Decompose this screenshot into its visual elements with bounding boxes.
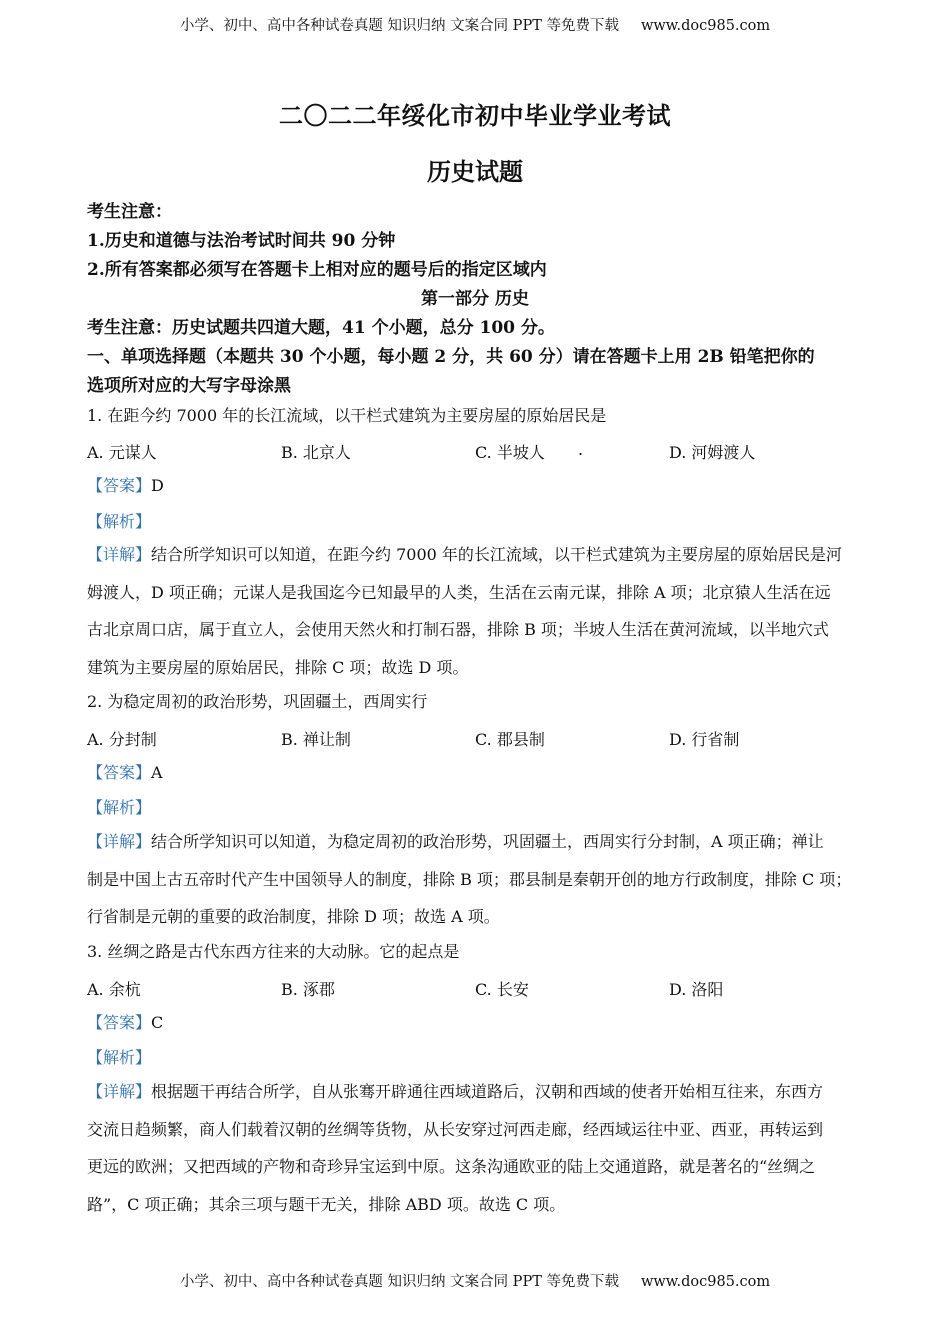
part-title: 第一部分 历史 — [421, 289, 529, 309]
question-1-analysis-label — [87, 511, 867, 533]
question-1-option-c: C. 半坡人 — [475, 443, 545, 462]
question-2-answer — [87, 762, 867, 784]
detail-label: 【详解】 — [87, 832, 152, 851]
question-3-option-b: B. 涿郡 — [281, 980, 335, 999]
detail-line: 更远的欧洲；又把西域的产物和奇珍异宝运到中原。这条沟通欧亚的陆上交通道路，就是著名的“丝绸之 — [87, 1157, 816, 1176]
question-2-detail — [87, 823, 865, 936]
analysis-label: 【解析】 — [87, 798, 152, 817]
header-text: 小学、初中、高中各种试卷真题 知识归纳 文案合同 PPT 等免费下载 — [179, 18, 619, 34]
analysis-label: 【解析】 — [87, 512, 152, 531]
question-3-answer — [87, 1012, 867, 1034]
section-instruction-line-1: 一、单项选择题（本题共 30 个小题，每小题 2 分，共 60 分）请在答题卡上用 2B 铅笔把你的 — [87, 347, 815, 367]
question-3-option-d: D. 洛阳 — [669, 980, 724, 999]
question-1-option-d: D. 河姆渡人 — [669, 443, 756, 462]
answer-label: 【答案】 — [87, 1013, 152, 1032]
notice-item-2: 2.所有答案都必须写在答题卡上相对应的题号后的指定区域内 — [87, 260, 547, 280]
notice-heading: 考生注意： — [87, 202, 172, 222]
answer-value: D — [151, 476, 164, 495]
question-1-detail — [87, 536, 865, 686]
question-2-option-c: C. 郡县制 — [475, 730, 545, 749]
question-3-option-c: C. 长安 — [475, 980, 529, 999]
detail-line: 制是中国上古五帝时代产生中国领导人的制度，排除 B 项；郡县制是秦朝开创的地方行政制度，排除 C 项； — [87, 869, 852, 889]
question-1-answer — [87, 475, 867, 497]
analysis-label: 【解析】 — [87, 1048, 152, 1067]
question-2-stem: 2. 为稳定周初的政治形势，巩固疆土，西周实行 — [87, 692, 428, 711]
question-3-analysis-label — [87, 1047, 867, 1069]
question-2-analysis-label — [87, 797, 867, 819]
detail-label: 【详解】 — [87, 1082, 152, 1101]
exam-title: 二〇二二年绥化市初中毕业学业考试 — [279, 101, 671, 130]
detail-line: 【详解】结合所学知识可以知道，为稳定周初的政治形势，巩固疆土，西周实行分封制，A 项正确；禅让 — [87, 832, 824, 851]
section-instruction-line-2: 选项所对应的大写字母涂黑 — [87, 376, 291, 396]
answer-value: A — [151, 763, 163, 782]
question-2-option-d: D. 行省制 — [669, 730, 740, 749]
answer-label: 【答案】 — [87, 763, 152, 782]
question-2-option-a: A. 分封制 — [87, 730, 157, 749]
question-1-stray-mark: . — [578, 440, 584, 459]
answer-value: C — [151, 1013, 164, 1032]
question-3-detail — [87, 1073, 865, 1223]
footer-url: www.doc985.com — [640, 1274, 771, 1290]
detail-line: 交流日趋频繁，商人们载着汉朝的丝绸等货物，从长安穿过河西走廊，经西域运往中亚、西亚，再转运到 — [87, 1119, 824, 1139]
question-1-option-b: B. 北京人 — [281, 443, 351, 462]
detail-line: 姆渡人，D 项正确；元谋人是我国迄今已知最早的人类，生活在云南元谋，排除 A 项；北京猿人生活在远 — [87, 582, 831, 602]
question-1-option-a: A. 元谋人 — [87, 443, 157, 462]
detail-line: 建筑为主要房屋的原始居民，排除 C 项；故选 D 项。 — [87, 657, 469, 677]
question-3-stem: 3. 丝绸之路是古代东西方往来的大动脉。它的起点是 — [87, 942, 460, 961]
header-url: www.doc985.com — [640, 18, 771, 34]
exam-subtitle: 历史试题 — [427, 157, 523, 186]
detail-line: 古北京周口店，属于直立人，会使用天然火和打制石器，排除 B 项；半坡人生活在黄河流域，以半地穴式 — [87, 620, 829, 639]
part-notice: 考生注意：历史试题共四道大题，41 个小题，总分 100 分。 — [87, 318, 555, 338]
detail-line: 行省制是元朝的重要的政治制度，排除 D 项；故选 A 项。 — [87, 907, 500, 926]
detail-line: 【详解】结合所学知识可以知道，在距今约 7000 年的长江流域，以干栏式建筑为主要房屋的原始居民是河 — [87, 545, 842, 564]
detail-line: 路”，C 项正确；其余三项与题干无关，排除 ABD 项。故选 C 项。 — [87, 1194, 566, 1214]
detail-line: 【详解】根据题干再结合所学，自从张骞开辟通往西域道路后，汉朝和西域的使者开始相互往来，东西方 — [87, 1082, 824, 1101]
page-header — [0, 14, 950, 35]
question-1-stem: 1. 在距今约 7000 年的长江流域，以干栏式建筑为主要房屋的原始居民是 — [87, 406, 607, 425]
question-3-option-a: A. 余杭 — [87, 980, 141, 999]
page-footer — [0, 1270, 950, 1291]
detail-label: 【详解】 — [87, 545, 152, 564]
answer-label: 【答案】 — [87, 476, 152, 495]
question-2-option-b: B. 禅让制 — [281, 730, 351, 749]
footer-text: 小学、初中、高中各种试卷真题 知识归纳 文案合同 PPT 等免费下载 — [179, 1274, 619, 1290]
notice-item-1: 1.历史和道德与法治考试时间共 90 分钟 — [87, 231, 396, 251]
